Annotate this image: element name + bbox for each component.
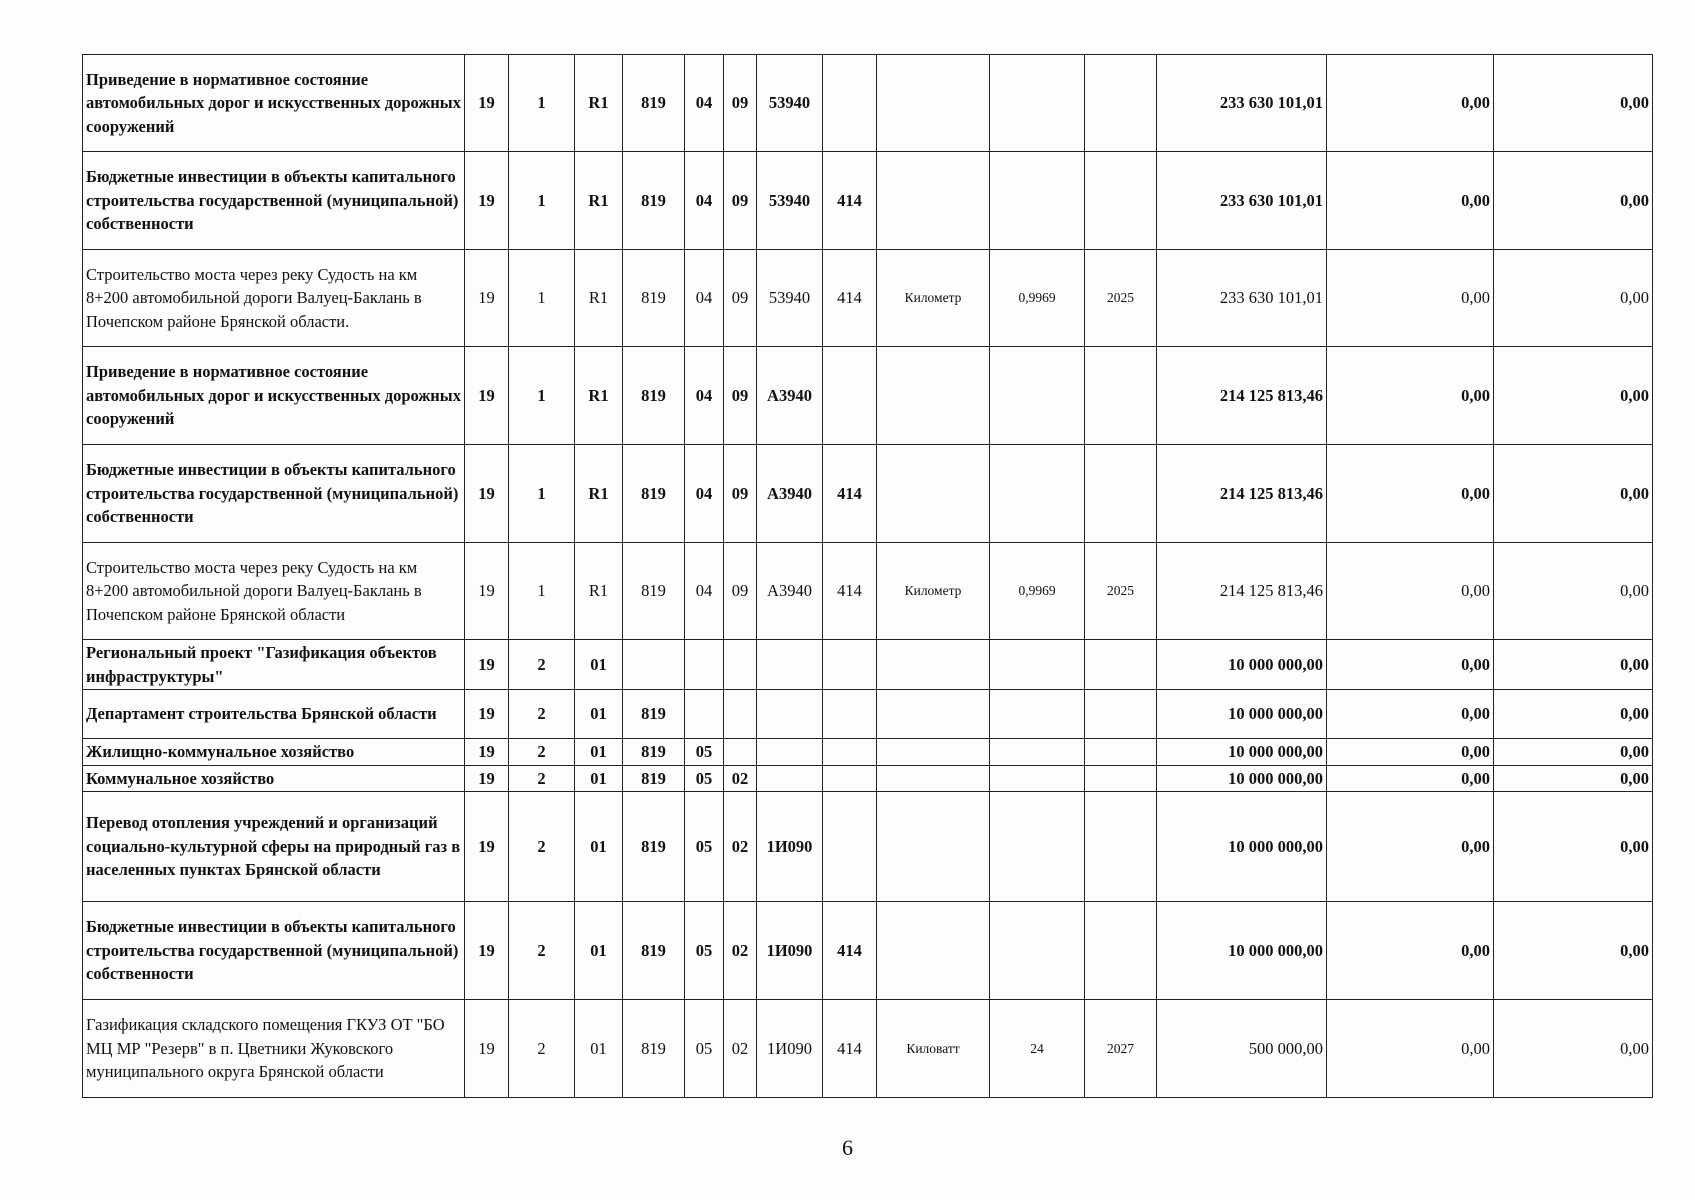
cell-sum-1: 10 000 000,00	[1157, 690, 1327, 739]
cell-unit: Километр	[877, 250, 990, 347]
cell-sum-3: 0,00	[1494, 55, 1653, 152]
cell-vr	[823, 792, 877, 902]
cell-csr: 1И090	[757, 792, 823, 902]
cell-vr: 414	[823, 445, 877, 543]
cell-capacity	[990, 347, 1085, 445]
table-row	[83, 152, 1653, 250]
cell-sum-2: 0,00	[1327, 739, 1494, 766]
cell-sum-1: 10 000 000,00	[1157, 765, 1327, 792]
cell-capacity	[990, 152, 1085, 250]
page-number: 6	[842, 1135, 853, 1160]
cell-pr	[724, 640, 757, 690]
cell-sum-3: 0,00	[1494, 792, 1653, 902]
cell-name: Бюджетные инвестиции в объекты капитального строительства государственной (муниципальной) собственности	[83, 902, 465, 1000]
cell-csr: А3940	[757, 347, 823, 445]
cell-pr: 02	[724, 1000, 757, 1098]
cell-sum-3: 0,00	[1494, 690, 1653, 739]
cell-pp: 2	[509, 792, 575, 902]
cell-sum-2: 0,00	[1327, 543, 1494, 640]
cell-capacity	[990, 55, 1085, 152]
cell-capacity: 0,9969	[990, 250, 1085, 347]
cell-gp: 19	[465, 152, 509, 250]
cell-unit	[877, 902, 990, 1000]
cell-csr: А3940	[757, 445, 823, 543]
table-row	[83, 250, 1653, 347]
cell-csr: А3940	[757, 543, 823, 640]
cell-sum-1: 233 630 101,01	[1157, 152, 1327, 250]
cell-grbs: 819	[623, 690, 685, 739]
cell-name: Приведение в нормативное состояние автомобильных дорог и искусственных дорожных сооружений	[83, 347, 465, 445]
cell-gp: 19	[465, 690, 509, 739]
cell-gp: 19	[465, 739, 509, 766]
cell-sum-3: 0,00	[1494, 445, 1653, 543]
cell-ms: R1	[575, 543, 623, 640]
cell-name: Жилищно-коммунальное хозяйство	[83, 739, 465, 766]
cell-capacity	[990, 690, 1085, 739]
cell-ms: R1	[575, 445, 623, 543]
cell-rz: 04	[685, 250, 724, 347]
cell-sum-2: 0,00	[1327, 250, 1494, 347]
cell-name: Строительство моста через реку Судость на км 8+200 автомобильной дороги Валуец-Баклань в Почепском районе Брянской области	[83, 543, 465, 640]
cell-year	[1085, 739, 1157, 766]
table-row	[83, 739, 1653, 766]
cell-sum-2: 0,00	[1327, 792, 1494, 902]
cell-unit	[877, 445, 990, 543]
cell-sum-3: 0,00	[1494, 152, 1653, 250]
cell-pr: 02	[724, 792, 757, 902]
cell-capacity	[990, 902, 1085, 1000]
cell-sum-3: 0,00	[1494, 640, 1653, 690]
cell-sum-2: 0,00	[1327, 1000, 1494, 1098]
cell-year: 2025	[1085, 250, 1157, 347]
cell-vr: 414	[823, 152, 877, 250]
cell-ms: R1	[575, 55, 623, 152]
cell-grbs: 819	[623, 152, 685, 250]
cell-grbs: 819	[623, 1000, 685, 1098]
cell-pr: 09	[724, 55, 757, 152]
cell-csr	[757, 739, 823, 766]
cell-unit: Километр	[877, 543, 990, 640]
cell-pp: 2	[509, 640, 575, 690]
cell-ms: 01	[575, 739, 623, 766]
cell-gp: 19	[465, 543, 509, 640]
cell-pr: 09	[724, 543, 757, 640]
cell-gp: 19	[465, 765, 509, 792]
cell-vr	[823, 55, 877, 152]
cell-sum-2: 0,00	[1327, 445, 1494, 543]
cell-pp: 2	[509, 1000, 575, 1098]
table-row	[83, 543, 1653, 640]
cell-pp: 1	[509, 543, 575, 640]
cell-name: Региональный проект "Газификация объектов инфраструктуры"	[83, 640, 465, 690]
cell-pr: 09	[724, 250, 757, 347]
cell-gp: 19	[465, 445, 509, 543]
cell-capacity	[990, 792, 1085, 902]
cell-ms: 01	[575, 792, 623, 902]
cell-sum-1: 233 630 101,01	[1157, 250, 1327, 347]
cell-ms: 01	[575, 765, 623, 792]
cell-rz: 04	[685, 55, 724, 152]
cell-capacity: 0,9969	[990, 543, 1085, 640]
cell-capacity	[990, 739, 1085, 766]
cell-gp: 19	[465, 1000, 509, 1098]
cell-sum-2: 0,00	[1327, 690, 1494, 739]
cell-rz	[685, 640, 724, 690]
cell-pp: 2	[509, 739, 575, 766]
cell-pr: 09	[724, 347, 757, 445]
cell-ms: R1	[575, 347, 623, 445]
cell-grbs: 819	[623, 739, 685, 766]
cell-ms: R1	[575, 152, 623, 250]
cell-gp: 19	[465, 347, 509, 445]
cell-pp: 1	[509, 445, 575, 543]
cell-unit	[877, 640, 990, 690]
cell-grbs: 819	[623, 445, 685, 543]
cell-grbs: 819	[623, 792, 685, 902]
cell-rz	[685, 690, 724, 739]
cell-grbs: 819	[623, 543, 685, 640]
cell-unit	[877, 765, 990, 792]
cell-sum-3: 0,00	[1494, 543, 1653, 640]
cell-year	[1085, 902, 1157, 1000]
cell-vr: 414	[823, 1000, 877, 1098]
cell-grbs: 819	[623, 902, 685, 1000]
cell-sum-2: 0,00	[1327, 765, 1494, 792]
cell-year	[1085, 152, 1157, 250]
cell-pr	[724, 690, 757, 739]
cell-gp: 19	[465, 902, 509, 1000]
cell-sum-3: 0,00	[1494, 347, 1653, 445]
cell-sum-3: 0,00	[1494, 765, 1653, 792]
table-row	[83, 640, 1653, 690]
cell-grbs	[623, 640, 685, 690]
cell-vr	[823, 690, 877, 739]
cell-unit	[877, 55, 990, 152]
cell-pp: 2	[509, 902, 575, 1000]
cell-rz: 05	[685, 1000, 724, 1098]
cell-sum-1: 10 000 000,00	[1157, 739, 1327, 766]
cell-capacity	[990, 445, 1085, 543]
cell-sum-3: 0,00	[1494, 739, 1653, 766]
cell-ms: 01	[575, 1000, 623, 1098]
cell-sum-1: 214 125 813,46	[1157, 543, 1327, 640]
cell-csr: 1И090	[757, 1000, 823, 1098]
cell-sum-2: 0,00	[1327, 640, 1494, 690]
cell-grbs: 819	[623, 250, 685, 347]
table-row	[83, 347, 1653, 445]
cell-ms: 01	[575, 690, 623, 739]
cell-sum-1: 214 125 813,46	[1157, 445, 1327, 543]
cell-csr: 53940	[757, 250, 823, 347]
cell-vr: 414	[823, 543, 877, 640]
cell-unit	[877, 792, 990, 902]
cell-rz: 04	[685, 543, 724, 640]
cell-rz: 05	[685, 739, 724, 766]
cell-sum-1: 214 125 813,46	[1157, 347, 1327, 445]
cell-vr	[823, 640, 877, 690]
cell-pr: 02	[724, 902, 757, 1000]
cell-gp: 19	[465, 792, 509, 902]
cell-sum-1: 10 000 000,00	[1157, 902, 1327, 1000]
cell-csr: 1И090	[757, 902, 823, 1000]
cell-sum-3: 0,00	[1494, 1000, 1653, 1098]
cell-name: Департамент строительства Брянской области	[83, 690, 465, 739]
cell-name: Перевод отопления учреждений и организаций социально-культурной сферы на природный газ в населенных пунктах Брянской области	[83, 792, 465, 902]
cell-unit: Киловатт	[877, 1000, 990, 1098]
cell-sum-2: 0,00	[1327, 152, 1494, 250]
cell-ms: R1	[575, 250, 623, 347]
cell-pp: 1	[509, 250, 575, 347]
cell-pr	[724, 739, 757, 766]
cell-gp: 19	[465, 55, 509, 152]
cell-year	[1085, 640, 1157, 690]
cell-sum-1: 10 000 000,00	[1157, 792, 1327, 902]
cell-name: Строительство моста через реку Судость на км 8+200 автомобильной дороги Валуец-Баклань в Почепском районе Брянской области.	[83, 250, 465, 347]
cell-sum-3: 0,00	[1494, 902, 1653, 1000]
cell-ms: 01	[575, 640, 623, 690]
cell-vr: 414	[823, 902, 877, 1000]
cell-pp: 1	[509, 55, 575, 152]
budget-table	[82, 54, 1653, 1098]
cell-rz: 04	[685, 347, 724, 445]
cell-pp: 2	[509, 690, 575, 739]
cell-pr: 02	[724, 765, 757, 792]
cell-sum-2: 0,00	[1327, 347, 1494, 445]
table-row	[83, 445, 1653, 543]
cell-name: Приведение в нормативное состояние автомобильных дорог и искусственных дорожных сооружений	[83, 55, 465, 152]
cell-csr	[757, 640, 823, 690]
cell-name: Коммунальное хозяйство	[83, 765, 465, 792]
cell-csr: 53940	[757, 152, 823, 250]
cell-name: Бюджетные инвестиции в объекты капитального строительства государственной (муниципальной) собственности	[83, 152, 465, 250]
cell-name: Бюджетные инвестиции в объекты капитального строительства государственной (муниципальной) собственности	[83, 445, 465, 543]
table-row	[83, 765, 1653, 792]
cell-gp: 19	[465, 640, 509, 690]
cell-year	[1085, 690, 1157, 739]
table-row	[83, 902, 1653, 1000]
cell-vr	[823, 765, 877, 792]
cell-pr: 09	[724, 152, 757, 250]
cell-pp: 2	[509, 765, 575, 792]
cell-rz: 04	[685, 152, 724, 250]
cell-capacity	[990, 640, 1085, 690]
cell-year	[1085, 55, 1157, 152]
cell-name: Газификация складского помещения ГКУЗ ОТ "БО МЦ МР "Резерв" в п. Цветники Жуковского муниципального округа Брянской области	[83, 1000, 465, 1098]
table-body	[83, 55, 1653, 1098]
cell-csr	[757, 765, 823, 792]
cell-unit	[877, 690, 990, 739]
cell-rz: 05	[685, 792, 724, 902]
cell-vr	[823, 347, 877, 445]
cell-unit	[877, 152, 990, 250]
cell-year: 2025	[1085, 543, 1157, 640]
cell-unit	[877, 739, 990, 766]
cell-sum-2: 0,00	[1327, 55, 1494, 152]
cell-year	[1085, 765, 1157, 792]
cell-ms: 01	[575, 902, 623, 1000]
cell-sum-2: 0,00	[1327, 902, 1494, 1000]
table-row	[83, 55, 1653, 152]
cell-pr: 09	[724, 445, 757, 543]
cell-rz: 04	[685, 445, 724, 543]
cell-csr: 53940	[757, 55, 823, 152]
cell-csr	[757, 690, 823, 739]
cell-year	[1085, 347, 1157, 445]
cell-unit	[877, 347, 990, 445]
cell-vr	[823, 739, 877, 766]
cell-sum-1: 10 000 000,00	[1157, 640, 1327, 690]
cell-gp: 19	[465, 250, 509, 347]
cell-year	[1085, 445, 1157, 543]
cell-grbs: 819	[623, 55, 685, 152]
cell-sum-1: 500 000,00	[1157, 1000, 1327, 1098]
cell-pp: 1	[509, 347, 575, 445]
cell-year: 2027	[1085, 1000, 1157, 1098]
cell-sum-3: 0,00	[1494, 250, 1653, 347]
cell-grbs: 819	[623, 347, 685, 445]
cell-year	[1085, 792, 1157, 902]
cell-vr: 414	[823, 250, 877, 347]
table-row	[83, 690, 1653, 739]
cell-capacity	[990, 765, 1085, 792]
cell-grbs: 819	[623, 765, 685, 792]
cell-rz: 05	[685, 902, 724, 1000]
cell-capacity: 24	[990, 1000, 1085, 1098]
cell-rz: 05	[685, 765, 724, 792]
cell-sum-1: 233 630 101,01	[1157, 55, 1327, 152]
table-row	[83, 1000, 1653, 1098]
table-row	[83, 792, 1653, 902]
cell-pp: 1	[509, 152, 575, 250]
